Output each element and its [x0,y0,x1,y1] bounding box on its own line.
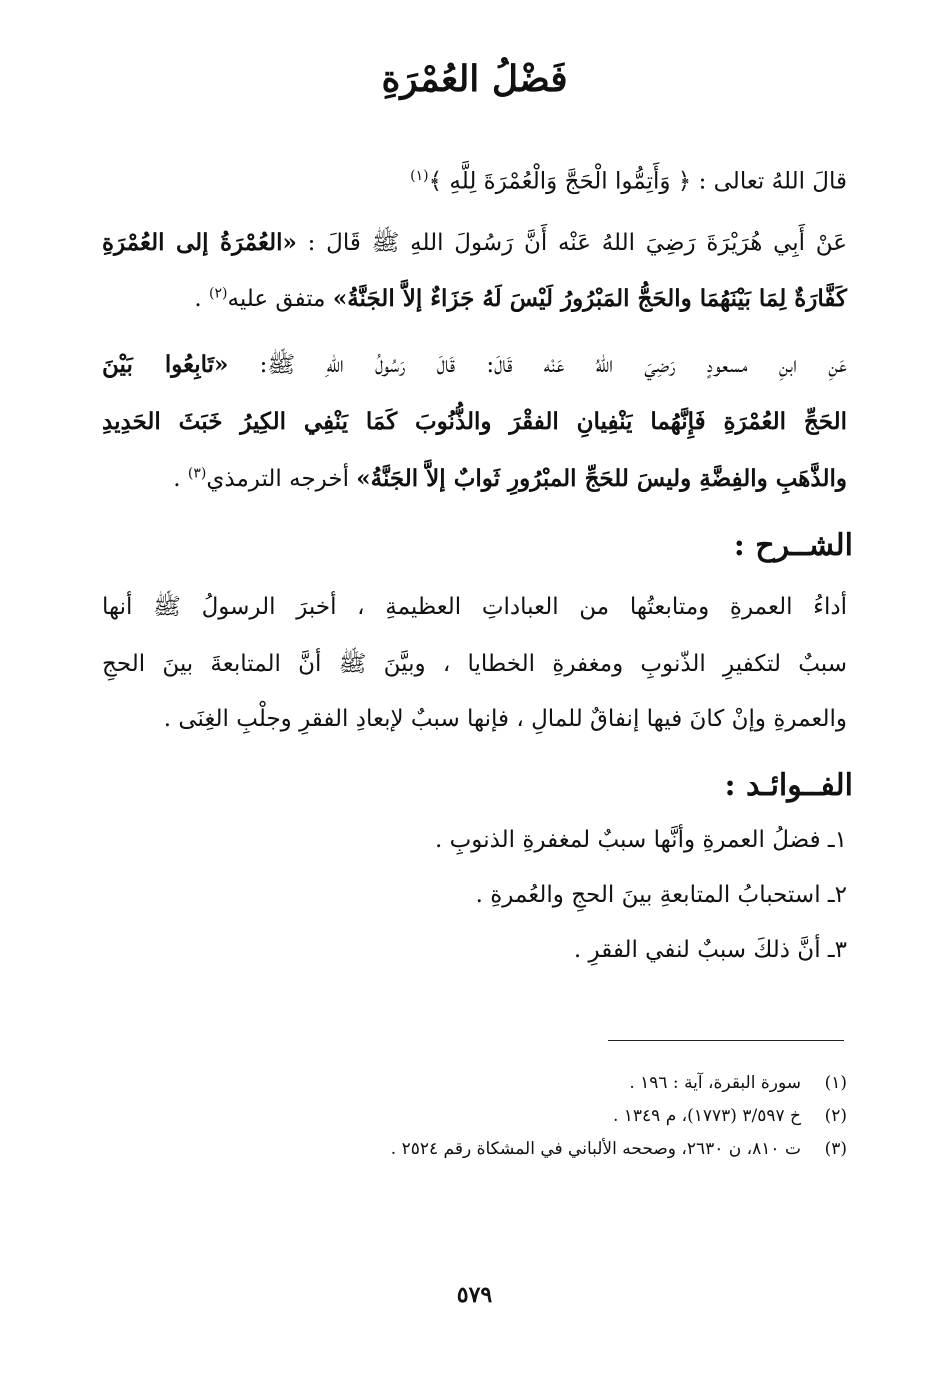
hadith1-text-start: «العُمْرَةُ إلى العُمْرَةِ [102,229,297,256]
hadith2-text-end: والذَّهَبِ والفِضَّةِ وليسَ للحَجِّ المبْرُورِ ثَوابٌ إلاَّ الجَنَّةُ» [356,465,847,492]
hadith1-source: متفق عليه [227,286,333,312]
hadith1-text-end: كَفَّارَةٌ لِمَا بَيْنَهُمَا والحَجُّ المَبْرُورُ لَيْسَ لَهُ جَزَاءٌ إلاَّ الجَنَّةُ» [332,285,847,312]
hadith2-narration: عَنِ ابنِ مسعودٍ رَضِيَ اللهُ عَنْه قَالَ: قَالَ رَسُولُ اللهِ ﷺ: [228,352,847,378]
sharh-line-2: سببٌ لتكفيرِ الذّنوبِ ومغفرةِ الخطايا ، وبيَّنَ ﷺ أنَّ المتابعةَ بينَ الحجِ [102,651,847,677]
hadith2-line2: الحَجِّ العُمْرَةِ فَإِنَّهُما يَنْفِيانِ الفقْرَ والذُّنُوبَ كَمَا يَنْفِي الكِيرُ خَبَثَ الحَدِيدِ [102,408,847,435]
footnote-text: ت ٨١٠، ن ٢٦٣٠، وصححه الألباني في المشكاة رقم ٢٥٢٤ . [390,1139,801,1159]
verse-line [102,168,847,195]
sharh-line-3: والعمرةِ وإنْ كانَ فيها إنفاقٌ للمالِ ، فإنها سببٌ لإبعادِ الفقرِ وجلْبِ الغِنَى . [163,706,847,732]
page-number: ٥٧٩ [456,1282,493,1308]
fawaid-item-2: ٢ـ استحبابُ المتابعةِ بينَ الحجِ والعُمرةِ . [475,882,847,908]
footnote-2 [613,1106,847,1126]
footnote-number: (٢) [824,1106,847,1126]
sharh-heading: الشــرح : [733,528,853,563]
footnote-number: (١) [824,1073,847,1093]
hadith1-narration: عَنْ أَبِي هُرَيْرَةَ رَضِيَ اللهُ عَنْه أَنَّ رَسُولَ اللهِ ﷺ قَالَ : [296,230,848,256]
fawaid-heading: الفــوائـد : [724,768,853,803]
verse-intro: قالَ اللهُ تعالى : [691,168,847,195]
hadith2-line1 [102,350,847,384]
hadith2-line3 [102,465,847,492]
hadith2-footnote-ref: (٣) [187,465,207,482]
hadith2-end: . [173,466,188,492]
footnote-separator [608,1040,844,1041]
footnote-text: سورة البقرة، آية : ١٩٦ . [629,1073,801,1093]
hadith1-footnote-ref: (٢) [209,285,228,302]
sharh-line-1: أداءُ العمرةِ ومتابعتُها من العباداتِ العظيمةِ ، أخبرَ الرسولُ ﷺ أنها [102,594,847,620]
verse-text: ﴿ وَأَتِمُّوا الْحَجَّ وَالْعُمْرَةَ لِلَّهِ ﴾ [428,168,692,195]
footnote-3 [391,1139,847,1159]
hadith1-line1 [102,228,847,262]
fawaid-item-1: ١ـ فضلُ العمرةِ وأنَّها سببٌ لمغفرةِ الذنوبِ . [435,827,847,853]
footnote-text: خ ٣/٥٩٧ (١٧٧٣)، م ١٣٤٩ . [612,1106,801,1126]
page-title: فَضْلُ العُمْرَةِ [381,58,568,100]
hadith2-text-start: «تَابِعُوا بَيْنَ [102,351,229,378]
hadith2-source: أخرجه الترمذي [206,466,357,492]
verse-footnote-ref: (١) [410,168,429,184]
footnote-number: (٣) [824,1139,847,1159]
hadith1-end: . [194,286,210,312]
hadith1-line2 [102,285,847,312]
fawaid-item-3: ٣ـ أنَّ ذلكَ سببٌ لنفي الفقرِ . [573,937,847,963]
footnote-1 [629,1073,847,1093]
